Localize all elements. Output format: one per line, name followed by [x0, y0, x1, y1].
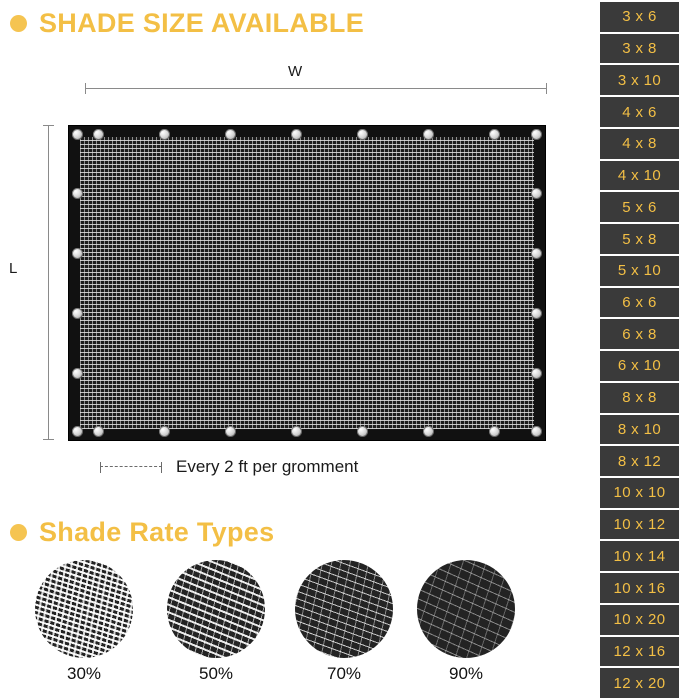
grommet-spacing-note: [100, 457, 358, 477]
size-option[interactable]: 8 x 12: [600, 446, 679, 476]
size-option[interactable]: 4 x 10: [600, 161, 679, 191]
grommet: [423, 426, 434, 437]
shade-rate-label: 50%: [198, 664, 234, 683]
grommet-corner: [72, 426, 83, 437]
size-option[interactable]: 10 x 16: [600, 573, 679, 603]
grommet: [72, 368, 83, 379]
bullet-dot-icon: [10, 15, 27, 32]
width-measure-line: [85, 88, 547, 89]
bullet-dot-icon: [10, 524, 27, 541]
size-option[interactable]: 4 x 8: [600, 129, 679, 159]
size-option[interactable]: 12 x 16: [600, 637, 679, 667]
width-label: W: [288, 63, 303, 80]
size-option[interactable]: 4 x 6: [600, 97, 679, 127]
shade-rate-heading: [10, 517, 274, 548]
grommet: [291, 426, 302, 437]
shade-rate-label: 30%: [66, 664, 102, 683]
size-option[interactable]: 6 x 6: [600, 288, 679, 318]
size-option[interactable]: 10 x 14: [600, 541, 679, 571]
size-option[interactable]: 5 x 6: [600, 192, 679, 222]
length-measure-line: [48, 125, 49, 440]
grommet: [357, 426, 368, 437]
size-option[interactable]: 8 x 10: [600, 415, 679, 445]
size-option[interactable]: 6 x 10: [600, 351, 679, 381]
grommet: [489, 129, 500, 140]
size-option[interactable]: 5 x 10: [600, 256, 679, 286]
shade-rate-swatch-50: [167, 560, 265, 658]
shade-rate-label: 90%: [448, 664, 484, 683]
grommet: [489, 426, 500, 437]
grommet-corner: [531, 129, 542, 140]
grommet: [93, 129, 104, 140]
size-option[interactable]: 3 x 8: [600, 34, 679, 64]
size-option[interactable]: 3 x 10: [600, 65, 679, 95]
length-label: L: [9, 260, 18, 277]
shade-rate-swatches: [14, 560, 584, 695]
grommet: [531, 248, 542, 259]
shade-size-heading-text: SHADE SIZE AVAILABLE: [39, 8, 365, 38]
shade-rate-item: [162, 560, 270, 684]
size-option[interactable]: 8 x 8: [600, 383, 679, 413]
shade-rate-item: [412, 560, 520, 684]
spacing-measure-line: [100, 466, 162, 468]
grommet: [531, 308, 542, 319]
grommet: [93, 426, 104, 437]
grommet: [72, 308, 83, 319]
shade-rate-item: [30, 560, 138, 684]
grommet-note-text: Every 2 ft per gromment: [176, 457, 359, 476]
mesh-texture: [80, 137, 534, 429]
size-option[interactable]: 10 x 20: [600, 605, 679, 635]
size-option[interactable]: 3 x 6: [600, 2, 679, 32]
grommet: [159, 129, 170, 140]
size-option-list: [600, 0, 679, 698]
grommet: [225, 426, 236, 437]
shade-size-heading: [10, 8, 364, 39]
grommet: [423, 129, 434, 140]
size-option[interactable]: 5 x 8: [600, 224, 679, 254]
tarp-dimension-diagram: [0, 55, 600, 495]
shade-rate-item: [290, 560, 398, 684]
grommet: [357, 129, 368, 140]
shade-rate-swatch-90: [417, 560, 515, 658]
grommet: [72, 188, 83, 199]
grommet-corner: [72, 129, 83, 140]
shade-rate-swatch-70: [295, 560, 393, 658]
shade-rate-label: 70%: [326, 664, 362, 683]
size-option[interactable]: 10 x 10: [600, 478, 679, 508]
grommet: [531, 368, 542, 379]
grommet-corner: [531, 426, 542, 437]
grommet: [225, 129, 236, 140]
size-option[interactable]: 6 x 8: [600, 319, 679, 349]
grommet: [159, 426, 170, 437]
size-option[interactable]: 12 x 20: [600, 668, 679, 698]
size-option[interactable]: 10 x 12: [600, 510, 679, 540]
shade-rate-swatch-30: [35, 560, 133, 658]
shade-cloth-illustration: [68, 125, 546, 441]
grommet: [72, 248, 83, 259]
grommet: [291, 129, 302, 140]
grommet: [531, 188, 542, 199]
shade-rate-heading-text: Shade Rate Types: [39, 517, 275, 547]
